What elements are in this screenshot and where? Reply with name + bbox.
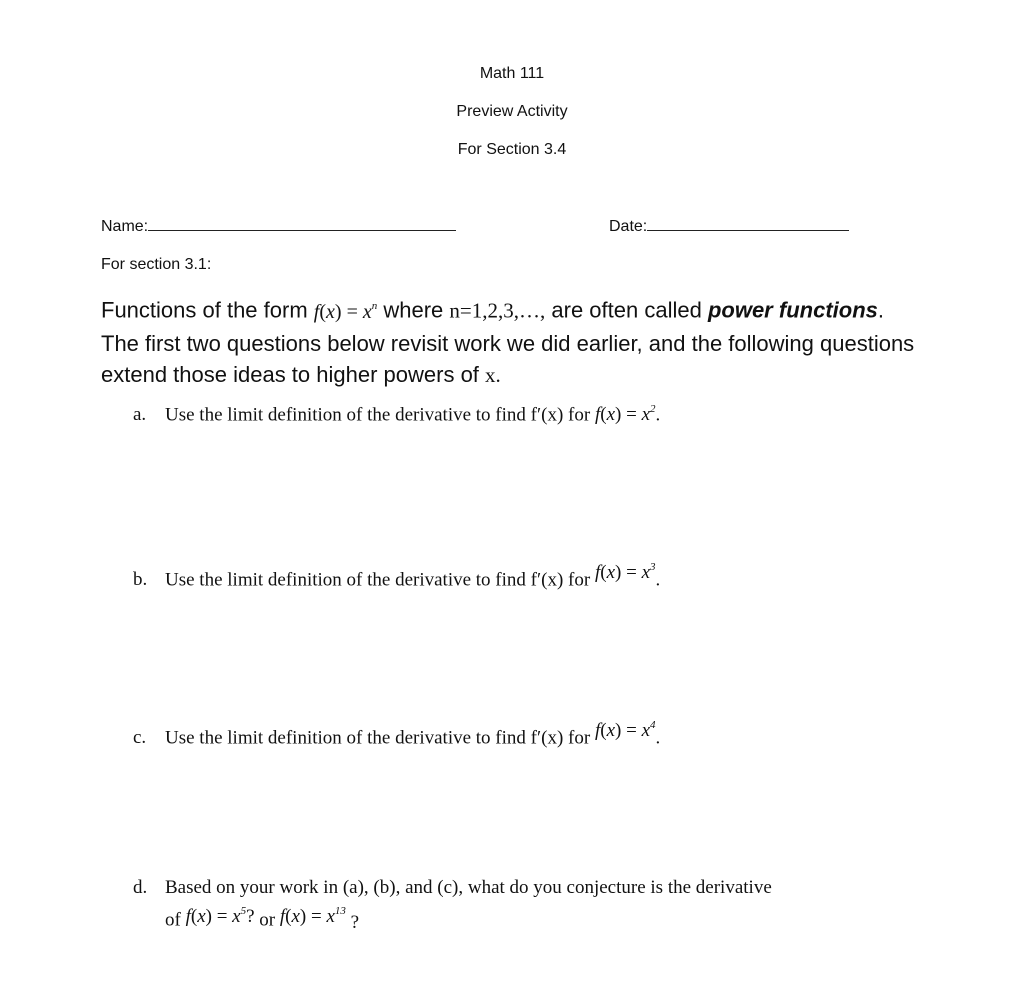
intro-text-3: are often called [551,297,702,323]
question-text: Use the limit definition of the derivative to find f′(x) for [165,569,591,591]
variable-x: x [485,362,496,387]
question-c: c. Use the limit definition of the derivative to find f′(x) for $f(x) = x^4$. [133,719,661,749]
activity-title: Preview Activity [456,103,568,120]
power-function-formula: $f(x) = x^n$ [313,300,378,323]
formula-x-fourth: $f(x) = x^4$ [594,719,656,742]
question-text: Use the limit definition of the derivative to find f′(x) for [165,727,591,749]
question-label: d. [133,877,148,898]
course-title: Math 111 [479,65,545,82]
intro-text-2: where [383,297,444,323]
formula-x-cubed: $f(x) = x^3$ [594,561,656,584]
formula-x-thirteenth: $f(x) = x^{13}$ [279,905,346,928]
question-label: a. [133,404,147,426]
name-field[interactable] [101,216,456,236]
section-subheading: For section 3.1: [101,256,212,273]
question-d-line-2: of $f(x) = x^5$? or $f(x) = x^{13}$ ? [165,905,360,934]
intro-text-1: Functions of the form [101,297,308,323]
intro-paragraph [101,292,921,391]
name-label: Name: [101,218,149,235]
exponent-n: n [371,300,378,312]
bold-term-power: power [707,297,773,323]
section-title: For Section 3.4 [457,141,567,158]
word-of: of [165,909,181,931]
question-d [133,877,772,899]
n-values: n=1,2,3,…, [449,298,546,323]
bold-term-functions: functions [778,297,878,323]
question-text: Use the limit definition of the derivative to find f′(x) for [165,404,591,426]
question-b: b. Use the limit definition of the derivative to find f′(x) for $f(x) = x^3$. [133,561,661,591]
date-label: Date: [609,218,648,235]
formula-x-squared: $f(x) = x^2$ [594,403,656,426]
intro-text-4: . The first two questions below revisit work we did earlier, and the following questions extend those ideas to higher powers of [101,297,915,387]
question-label: b. [133,569,148,591]
word-or: or [259,909,276,931]
question-a: a. Use the limit definition of the derivative to find f′(x) for $f(x) = x^2$. [133,403,661,426]
name-blank-line[interactable] [148,216,456,231]
formula-x-fifth: $f(x) = x^5$ [185,905,247,928]
question-label: c. [133,727,147,749]
question-text: Based on your work in (a), (b), and (c), what do you conjecture is the derivative [165,877,772,898]
date-blank-line[interactable] [647,216,849,231]
intro-end: . [495,362,501,387]
date-field[interactable] [609,216,849,236]
